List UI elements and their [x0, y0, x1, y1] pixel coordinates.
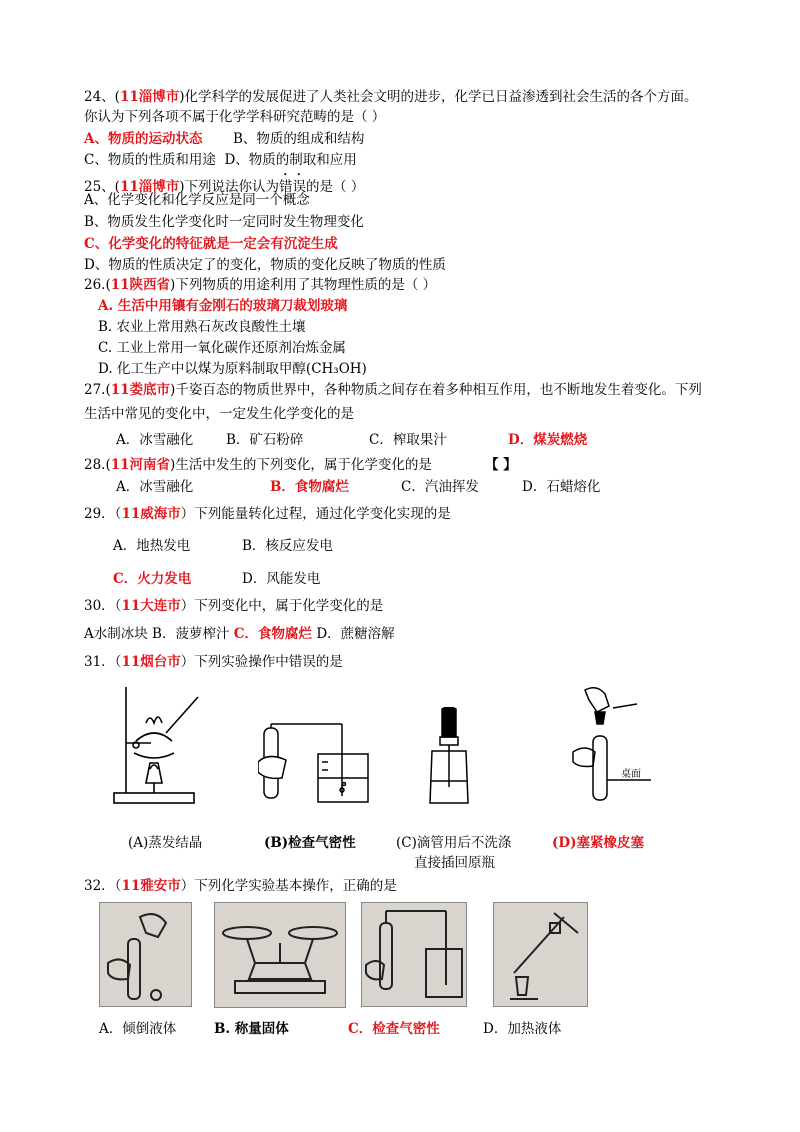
- q28-option-a: A．冰雪融化: [116, 479, 194, 495]
- q25-option-a: A、化学变化和化学反应是同一个概念: [84, 192, 310, 208]
- q31-stem: 31．（11烟台市）下列实验操作中错误的是: [84, 654, 343, 670]
- q24-stem-line2: 你认为下列各项不属于化学学科研究范畴的是（ ）: [84, 109, 386, 125]
- q32-stem: 32．（11雅安市）下列化学实验基本操作，正确的是: [84, 878, 397, 894]
- q29-stem: 29．（11威海市）下列能量转化过程，通过化学变化实现的是: [84, 506, 451, 522]
- rubber-stopper-figure: [565, 682, 655, 804]
- q29-option-c: C．火力发电: [113, 571, 192, 587]
- q24-stem-line1: 24、(11淄博市)化学科学的发展促进了人类社会文明的进步，化学已日益渗透到社会生活的各个方面。: [84, 89, 698, 105]
- table-surface-label: 桌面: [621, 769, 641, 780]
- q32-option-a: A．倾倒液体: [99, 1021, 177, 1037]
- q28-option-b: B．食物腐烂: [270, 479, 349, 495]
- q31-caption-c1: (C)滴管用后不洗涤: [396, 835, 512, 851]
- q31-caption-a: (A)蒸发结晶: [128, 835, 203, 851]
- dropper-bottle-figure: [424, 707, 474, 805]
- q25-option-c: C、化学变化的特征就是一定会有沉淀生成: [84, 236, 338, 252]
- q26-option-a: A. 生活中用镶有金刚石的玻璃刀裁划玻璃: [98, 298, 348, 314]
- evaporation-apparatus-figure: [106, 683, 206, 807]
- q26-stem: 26.(11陕西省)下列物质的用途利用了其物理性质的是（ ）: [84, 277, 437, 293]
- q30-options: A水制冰块 B．菠萝榨汁 C．食物腐烂 D．蔗糖溶解: [84, 626, 395, 642]
- q27-stem-line1: 27.(11娄底市)千姿百态的物质世界中，各种物质之间存在着多种相互作用，也不断地发生着变化。下列: [84, 382, 702, 398]
- q26-option-d: D. 化工生产中以煤为原料制取甲醇(CH₃OH): [98, 361, 367, 377]
- q24-options-cd: C、物质的性质和用途 D、物质的制取和应用: [84, 152, 357, 168]
- q27-option-c: C．榨取果汁: [369, 432, 447, 448]
- q24-source: 11淄博市: [119, 89, 180, 105]
- q32-option-c: C．检查气密性: [348, 1021, 440, 1037]
- balance-scale-photo: [214, 902, 346, 1008]
- q27-option-a: A．冰雪融化: [116, 432, 194, 448]
- heating-liquid-photo: [493, 902, 588, 1007]
- q27-option-d: D．煤炭燃烧: [508, 432, 588, 448]
- q28-answer-bracket: 【 】: [485, 457, 517, 473]
- q32-option-d: D．加热液体: [483, 1021, 562, 1037]
- q27-option-b: B．矿石粉碎: [226, 432, 304, 448]
- pouring-liquid-photo: [99, 902, 192, 1007]
- q26-option-c: C. 工业上常用一氧化碳作还原剂冶炼金属: [98, 340, 346, 356]
- q29-option-b: B．核反应发电: [242, 538, 333, 554]
- q28-stem: 28.(11河南省)生活中发生的下列变化，属于化学变化的是: [84, 457, 432, 473]
- q29-option-a: A．地热发电: [113, 538, 191, 554]
- q31-caption-d: (D)塞紧橡皮塞: [552, 835, 644, 851]
- q26-option-b: B. 农业上常用熟石灰改良酸性土壤: [98, 319, 306, 335]
- q29-option-d: D．风能发电: [242, 571, 321, 587]
- q24-option-a: A、物质的运动状态: [84, 131, 203, 147]
- q28-option-c: C．汽油挥发: [401, 479, 479, 495]
- q32-option-b: B. 称量固体: [214, 1021, 289, 1037]
- q31-caption-b: (B)检查气密性: [264, 835, 356, 851]
- q31-caption-c2: 直接插回原瓶: [414, 855, 495, 871]
- q24-option-b: B、物质的组成和结构: [233, 131, 365, 147]
- air-tightness-check-figure: [258, 722, 378, 808]
- q25-stem: 25、(11淄博市)下列说法你认为错误的是（ ）: [84, 179, 365, 195]
- air-tightness-photo: [361, 902, 467, 1007]
- q27-stem-line2: 生活中常见的变化中，一定发生化学变化的是: [84, 406, 354, 422]
- q28-option-d: D．石蜡熔化: [522, 479, 601, 495]
- q30-stem: 30．（11大连市）下列变化中，属于化学变化的是: [84, 598, 384, 614]
- q25-option-b: B、物质发生化学变化时一定同时发生物理变化: [84, 214, 364, 230]
- q25-option-d: D、物质的性质决定了的变化，物质的变化反映了物质的性质: [84, 257, 446, 273]
